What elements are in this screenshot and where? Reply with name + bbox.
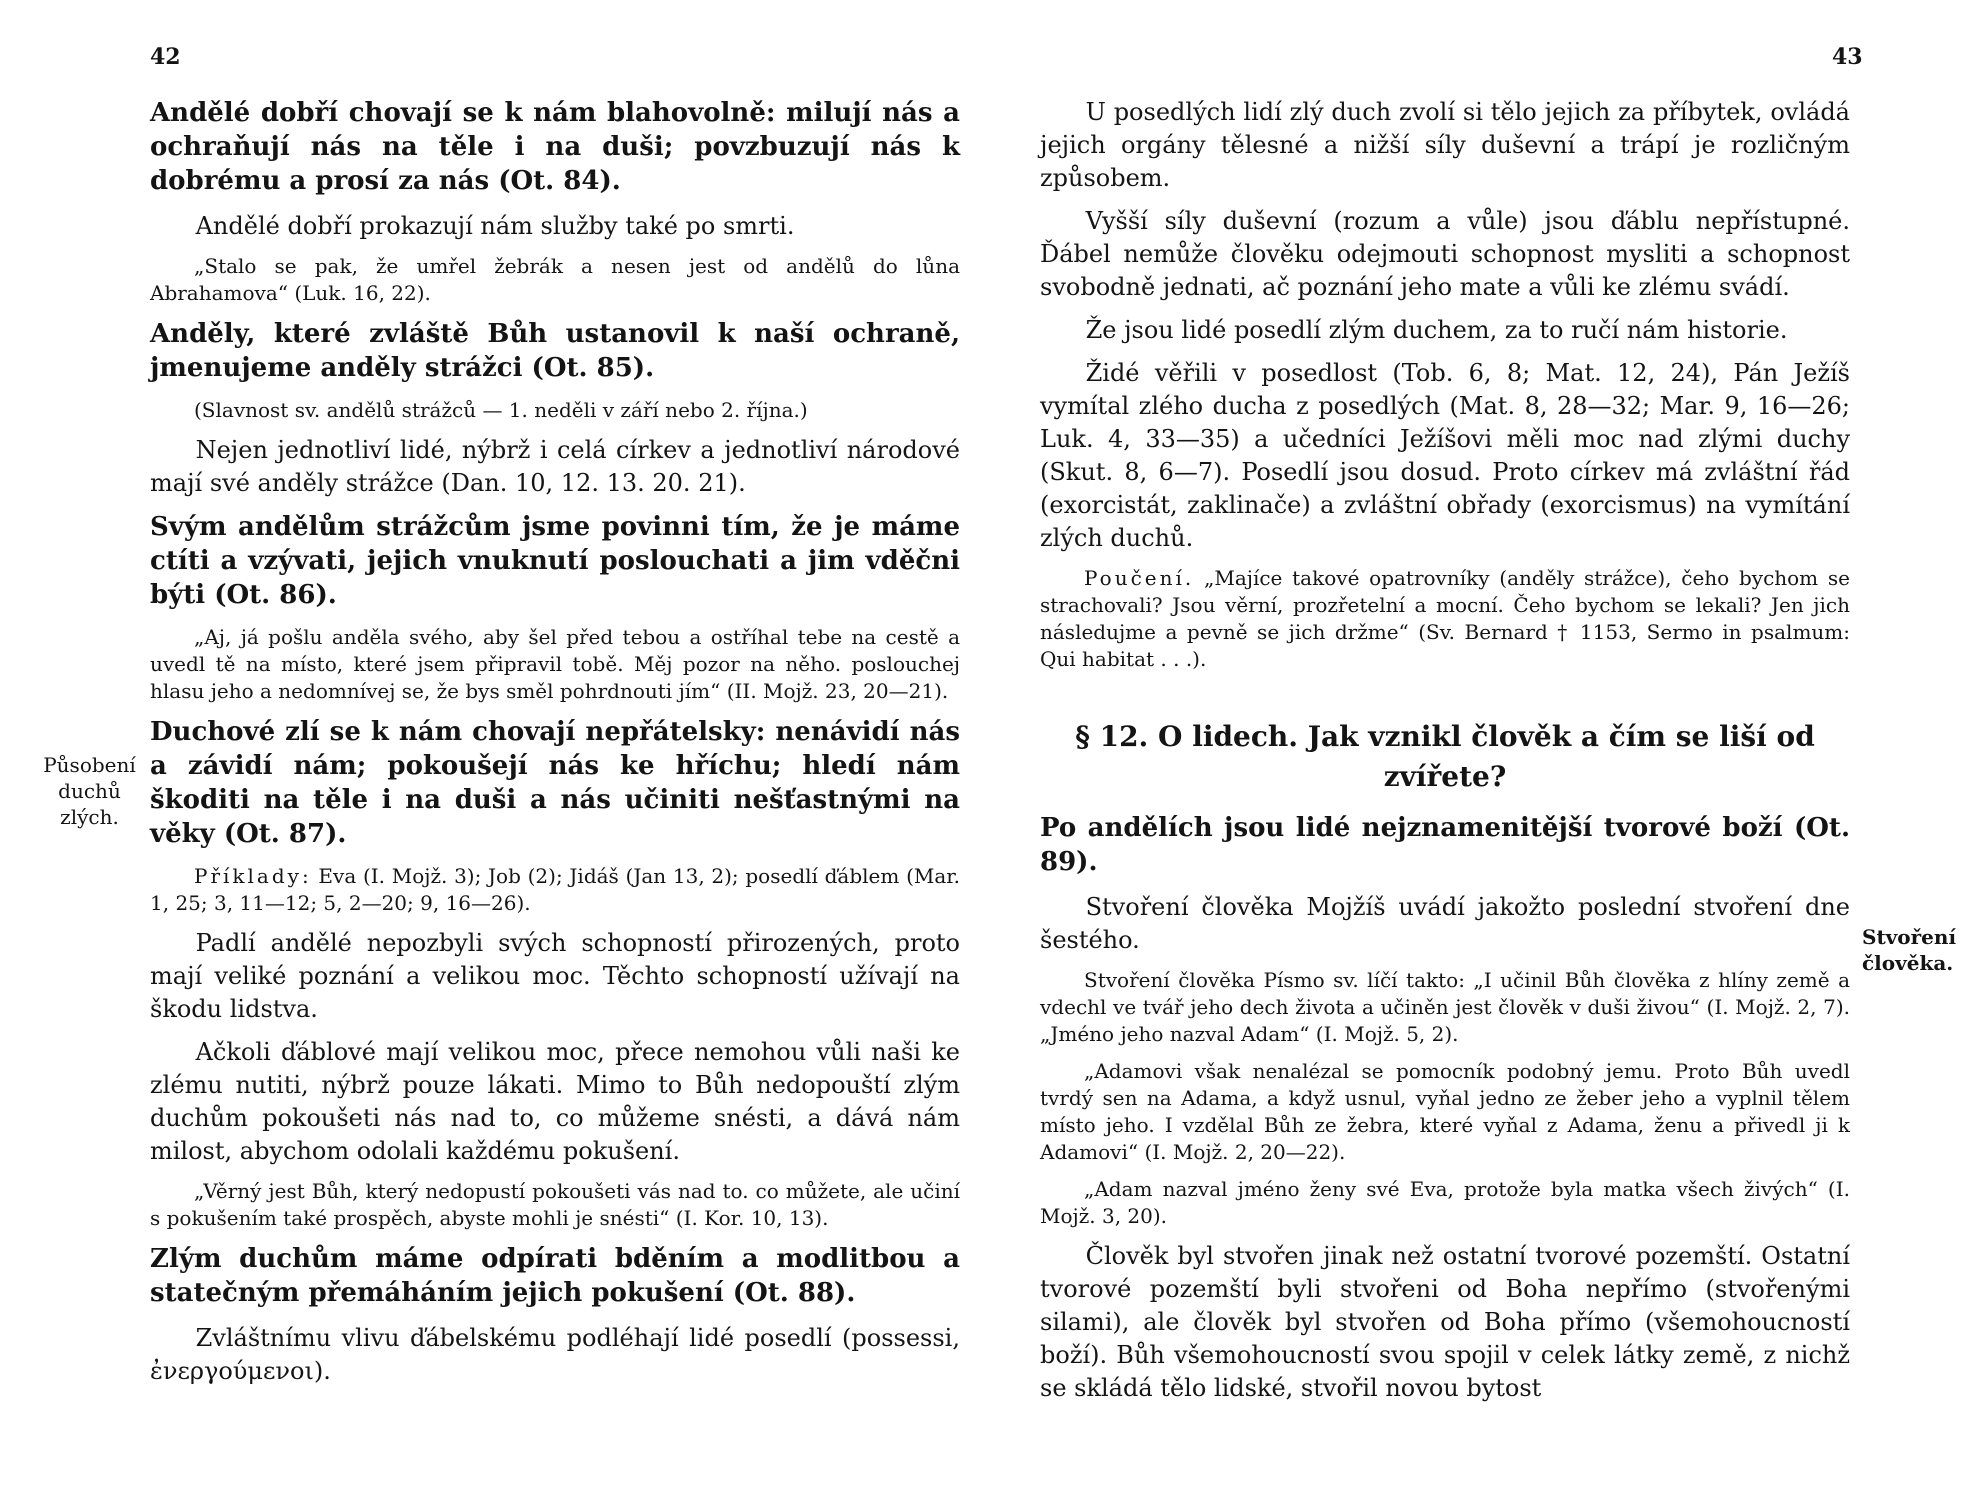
body-paragraph [150, 434, 960, 500]
small-paragraph [150, 253, 960, 307]
paragraph-text: „Stalo se pak, že umřel žebrák a nesen jest od andělů do lůna Abrahamova“ (Luk. 16, 22). [150, 254, 960, 305]
paragraph-text: Že jsou lidé posedlí zlým duchem, za to ručí nám historie. [1085, 316, 1788, 344]
paragraph-text: „Majíce takové opatrovníky (anděly strážce), čeho bychom se strachovali? Jsou věrní, prozřetelní a mocní. Čeho bychom se lekali? Jen jich následujme a pevně se jich držme“ (Sv. Bernard † 1153, Sermo in psalmum: Qui habitat . . .). [1040, 566, 1850, 671]
paragraph-text: „Adamovi však nenalézal se pomocník podobný jemu. Proto Bůh uvedl tvrdý sen na Adama, a když usnul, vyňal jedno ze žeber jeho a vyplnil tělem místo jeho. I vzdělal Bůh ze žebra, které vyňal z Adama, ženu a přivedl ji k Adamovi“ (I. Mojž. 2, 20—22). [1040, 1059, 1850, 1164]
paragraph-text: (Slavnost sv. andělů strážců — 1. neděli v září nebo 2. října.) [194, 398, 808, 422]
paragraph-text: Ačkoli ďáblové mají velikou moc, přece nemohou vůli naši ke zlému nutiti, nýbrž pouze lákati. Mimo to Bůh nedopouští zlým duchům pokoušeti nás nad to, co můžeme snésti, a dává nám milost, abychom odolali každému pokušení. [150, 1038, 960, 1165]
bold-paragraph [150, 510, 960, 612]
paragraph-text: Zvláštnímu vlivu ďábelskému podléhají lidé posedlí (possessi, ἐνεργούμενοι). [150, 1324, 960, 1385]
left-page-column [150, 96, 960, 1398]
paragraph-text: Anděly, které zvláště Bůh ustanovil k naší ochraně, jmenujeme anděly strážci (Ot. 85). [150, 319, 960, 383]
paragraph-text: Zlým duchům máme odpírati bděním a modlitbou a statečným přemáháním jejich pokušení (Ot. 88). [150, 1244, 960, 1308]
small-paragraph [1040, 967, 1850, 1048]
spaced-lead: Příklady: [194, 864, 312, 888]
paragraph-text: U posedlých lidí zlý duch zvolí si tělo jejich za příbytek, ovládá jejich orgány tělesné a nižší síly duševní a trápí je rozličným způsobem. [1040, 98, 1850, 192]
body-paragraph [1040, 314, 1850, 347]
paragraph-text: Svým andělům strážcům jsme povinni tím, že je máme ctíti a vzývati, jejich vnuknutí poslouchati a jim vděčni býti (Ot. 86). [150, 512, 960, 610]
body-paragraph [150, 927, 960, 1026]
body-paragraph [150, 1036, 960, 1168]
right-page-column [1040, 96, 1850, 1415]
small-paragraph [1040, 565, 1850, 673]
paragraph-text: Člověk byl stvořen jinak než ostatní tvorové pozemští. Ostatní tvorové pozemští byli stvořeni od Boha nepřímo (stvořenými silami), ale člověk byl stvořen od Boha přímo (všemohoucností boží). Bůh všemohoucností svou spojil v celek látky země, z nichž se skládá tělo lidské, stvořil novou bytost [1040, 1242, 1850, 1402]
section-heading [1040, 717, 1850, 797]
paragraph-text: Stvoření člověka Písmo sv. líčí takto: „I učinil Bůh člověka z hlíny země a vdechl ve tvář jeho dech života a učiněn jest člověk v duši živou“ (I. Mojž. 2, 7). „Jméno jeho nazval Adam“ (I. Mojž. 5, 2). [1040, 968, 1850, 1046]
body-paragraph [1040, 205, 1850, 304]
bold-paragraph [150, 317, 960, 385]
small-paragraph [150, 1178, 960, 1232]
paragraph-text: Stvoření člověka Mojžíš uvádí jakožto poslední stvoření dne šestého. [1040, 893, 1850, 954]
paragraph-text: „Aj, já pošlu anděla svého, aby šel před tebou a ostříhal tebe na cestě a uvedl tě na místo, které jsem připravil tobě. Měj pozor na něho. poslouchej hlasu jeho a nedomnívej se, že bys směl pohrdnouti jím“ (II. Mojž. 23, 20—21). [150, 625, 960, 703]
paragraph-text: § 12. O lidech. Jak vznikl člověk a čím se liší od zvířete? [1075, 720, 1815, 793]
small-paragraph [150, 624, 960, 705]
paragraph-text: Andělé dobří chovají se k nám blahovolně: milují nás a ochraňují nás na těle i na duši; povzbuzují nás k dobrému a prosí za nás (Ot. 84). [150, 98, 960, 196]
body-paragraph [1040, 96, 1850, 195]
paragraph-text: Nejen jednotliví lidé, nýbrž i celá církev a jednotliví národové mají své anděly strážce (Dan. 10, 12. 13. 20. 21). [150, 436, 960, 497]
body-paragraph [1040, 1240, 1850, 1405]
paragraph-text: Vyšší síly duševní (rozum a vůle) jsou ďáblu nepřístupné. Ďábel nemůže člověku odejmouti schopnost mysliti a schopnost svobodně jednati, ač poznání jeho mate a vůli ke zlému svádí. [1040, 207, 1850, 301]
paragraph-text: Andělé dobří prokazují nám služby také po smrti. [195, 212, 795, 240]
small-paragraph [1040, 1176, 1850, 1230]
small-paragraph [150, 397, 960, 424]
page-number-left: 42 [150, 44, 181, 70]
paragraph-text: Po andělích jsou lidé nejznamenitější tvorové boží (Ot. 89). [1040, 813, 1850, 877]
paragraph-text: „Adam nazval jméno ženy své Eva, protože byla matka všech živých“ (I. Mojž. 3, 20). [1040, 1177, 1850, 1228]
bold-paragraph [1040, 811, 1850, 879]
small-paragraph [1040, 1058, 1850, 1166]
spaced-lead: Poučení. [1084, 566, 1195, 590]
paragraph-text: „Věrný jest Bůh, který nedopustí pokoušeti vás nad to. co můžete, ale učiní s pokušením také prospěch, abyste mohli je snésti“ (I. Kor. 10, 13). [150, 1179, 960, 1230]
page-number-right: 43 [1832, 44, 1863, 70]
body-paragraph [150, 210, 960, 243]
body-paragraph [150, 1322, 960, 1388]
bold-paragraph [150, 96, 960, 198]
paragraph-text: Padlí andělé nepozbyli svých schopností přirozených, proto mají veliké poznání a velikou moc. Těchto schopností užívají na škodu lidstva. [150, 929, 960, 1023]
bold-paragraph [150, 715, 960, 851]
paragraph-text: Židé věřili v posedlost (Tob. 6, 8; Mat. 12, 24), Pán Ježíš vymítal zlého ducha z posedlých (Mat. 8, 28—32; Mar. 9, 16—26; Luk. 4, 33—35) a učedníci Ježíšovi měli moc nad zlými duchy (Skut. 8, 6—7). Posedlí jsou dosud. Proto církev má zvláštní řád (exorcistát, zaklinače) a zvláštní obřady (exorcismus) na vymítání zlých duchů. [1040, 359, 1850, 552]
margin-note-right: Stvoření člověka. [1862, 925, 1957, 975]
paragraph-text: Duchové zlí se k nám chovají nepřátelsky: nenávidí nás a závidí nám; pokoušejí nás ke hříchu; hledí nám škoditi na těle i na duši a nás učiniti nešťastnými na věky (Ot. 87). [150, 717, 960, 849]
bold-paragraph [150, 1242, 960, 1310]
paragraph-text: Eva (I. Mojž. 3); Job (2); Jidáš (Jan 13, 2); posedlí ďáblem (Mar. 1, 25; 3, 11—12; 5, 2—20; 9, 16—26). [150, 864, 960, 915]
body-paragraph [1040, 357, 1850, 555]
body-paragraph [1040, 891, 1850, 957]
margin-note-left: Působení duchů zlých. [43, 753, 136, 829]
small-paragraph [150, 863, 960, 917]
